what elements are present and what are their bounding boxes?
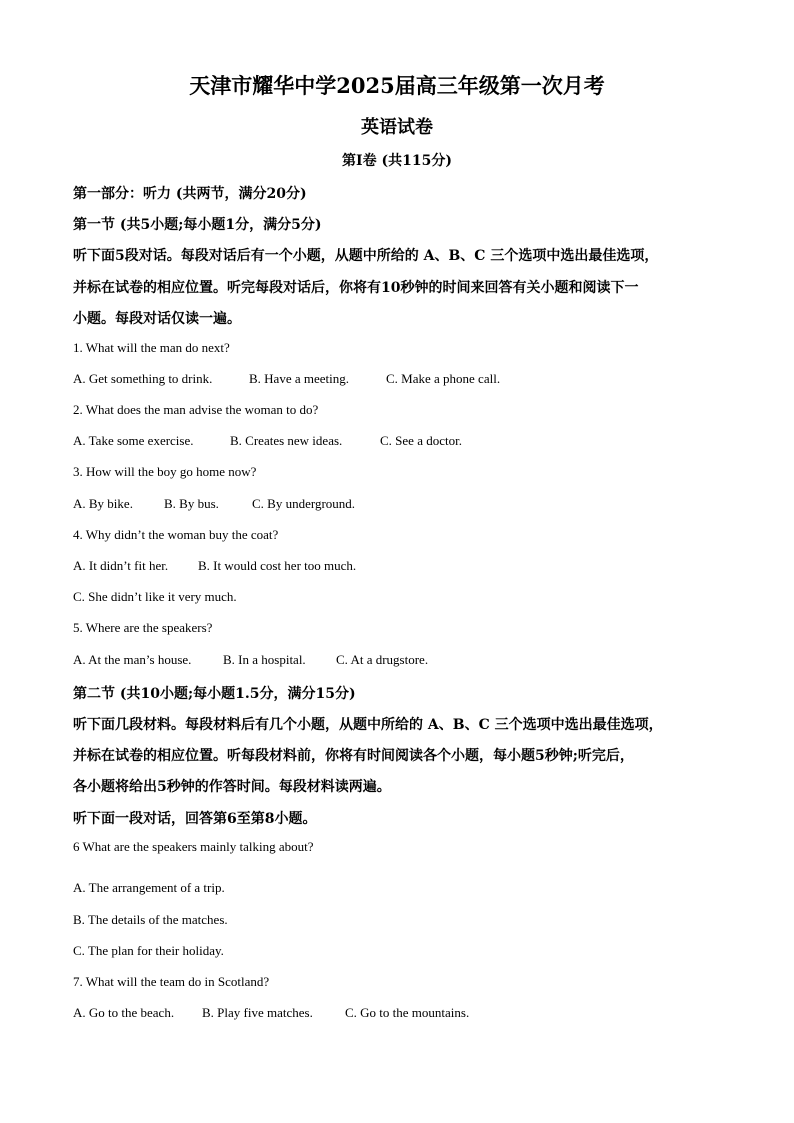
question-3-option-a: A. By bike.: [73, 496, 133, 511]
question-6-stem: 6 What are the speakers mainly talking about?: [73, 839, 314, 854]
question-1-option-a: A. Get something to drink.: [73, 371, 213, 386]
section1-heading: 第一节 (共5小题;每小题1分，满分5分): [73, 217, 322, 233]
question-5-option-b: B. In a hospital.: [223, 652, 306, 667]
question-6-option-c: C. The plan for their holiday.: [73, 943, 224, 958]
question-4-option-c: C. She didn’t like it very much.: [73, 589, 237, 604]
section1-instruction-line: 听下面5段对话。每段对话后有一个小题，从题中所给的 A、B、C 三个选项中选出最佳选项，: [73, 248, 659, 264]
section1-instruction-line: 小题。每段对话仅读一遍。: [73, 311, 241, 327]
section2-instruction-line: 听下面几段材料。每段材料后有几个小题，从题中所给的 A、B、C 三个选项中选出最佳选项，: [73, 717, 663, 733]
question-2-option-a: A. Take some exercise.: [73, 433, 194, 448]
question-7-option-b: B. Play five matches.: [202, 1005, 313, 1020]
question-5-stem: 5. Where are the speakers?: [73, 620, 213, 635]
part1-heading: 第一部分：听力 (共两节，满分20分): [73, 186, 307, 202]
section2-sub-heading: 听下面一段对话，回答第6至第8小题。: [73, 811, 317, 827]
section2-instruction-line: 并标在试卷的相应位置。听每段材料前，你将有时间阅读各个小题，每小题5秒钟;听完后，: [73, 748, 634, 764]
question-1-option-b: B. Have a meeting.: [249, 371, 349, 386]
question-3-option-b: B. By bus.: [164, 496, 219, 511]
question-7-option-a: A. Go to the beach.: [73, 1005, 175, 1020]
question-7-option-c: C. Go to the mountains.: [345, 1005, 470, 1020]
question-3-option-c: C. By underground.: [252, 496, 356, 511]
question-2-option-b: B. Creates new ideas.: [230, 433, 343, 448]
question-4-option-b: B. It would cost her too much.: [198, 558, 357, 573]
question-4-stem: 4. Why didn’t the woman buy the coat?: [73, 527, 279, 542]
question-6-option-b: B. The details of the matches.: [73, 912, 228, 927]
exam-title: 天津市耀华中学2025届高三年级第一次月考: [189, 73, 605, 98]
section2-instruction-line: 各小题将给出5秒钟的作答时间。每段材料读两遍。: [73, 779, 391, 795]
question-1-option-c: C. Make a phone call.: [386, 371, 501, 386]
section1-instruction-line: 并标在试卷的相应位置。听完每段对话后，你将有10秒钟的时间来回答有关小题和阅读下一: [73, 280, 639, 296]
question-5-option-c: C. At a drugstore.: [336, 652, 429, 667]
question-5-option-a: A. At the man’s house.: [73, 652, 192, 667]
question-2-stem: 2. What does the man advise the woman to do?: [73, 402, 319, 417]
exam-subject: 英语试卷: [361, 117, 433, 138]
section2-heading: 第二节 (共10小题;每小题1.5分，满分15分): [73, 686, 356, 702]
question-4-option-a: A. It didn’t fit her.: [73, 558, 169, 573]
question-3-stem: 3. How will the boy go home now?: [73, 464, 257, 479]
question-1-stem: 1. What will the man do next?: [73, 340, 230, 355]
question-2-option-c: C. See a doctor.: [380, 433, 462, 448]
question-6-option-a: A. The arrangement of a trip.: [73, 880, 225, 895]
volume-heading: 第Ⅰ卷 (共115分): [342, 153, 452, 169]
question-7-stem: 7. What will the team do in Scotland?: [73, 974, 270, 989]
